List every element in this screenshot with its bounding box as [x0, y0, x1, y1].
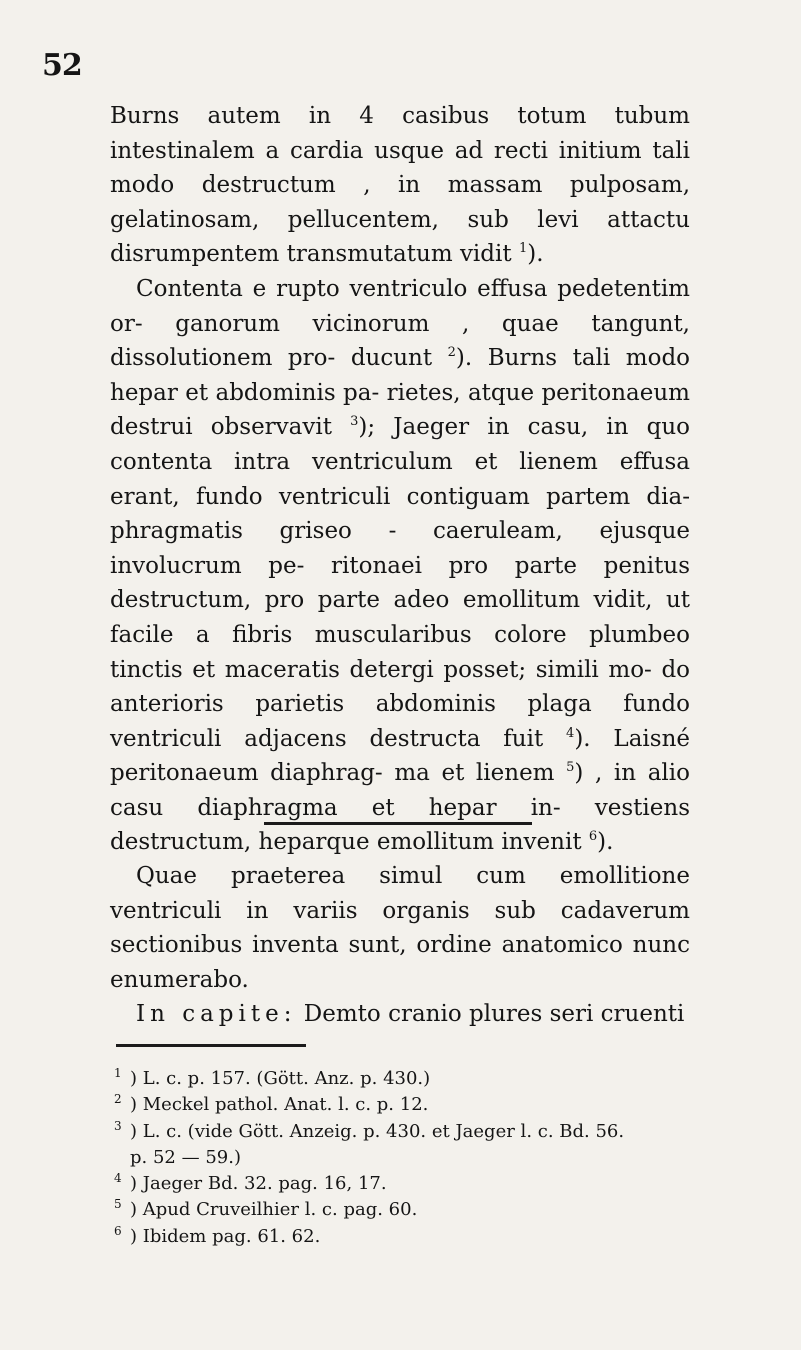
text-line: cardia usque ad recti initium tali modo destructum , in [110, 137, 690, 199]
main-text [110, 99, 690, 860]
text-line: ) , in alio casu diaphragma et hepar in- [110, 760, 690, 821]
page-number: 52 [42, 48, 82, 83]
text-line: ducunt [350, 345, 448, 372]
footnote-reference: 4 [566, 725, 575, 741]
paragraph-contenta [110, 272, 690, 860]
text-line: in casu, in quo contenta intra ventriculum et lienem [110, 414, 690, 475]
text-line: Contenta e rupto ventriculo effusa pedetentim or- [110, 275, 690, 337]
text-line: vestiens destructum, heparque emollitum invenit [110, 794, 690, 856]
text-line: plumbeo tinctis et maceratis detergi posset; simili mo- [110, 621, 690, 683]
section-heading-in-capite: In capite: [136, 1001, 297, 1028]
footnote: 2 ) Meckel pathol. Anat. l. c. p. 12. [114, 1092, 429, 1116]
text-line: phragmatis griseo - caeruleam, ejusque involucrum pe- [110, 518, 690, 579]
section-divider [264, 822, 532, 825]
paragraph-burns [110, 99, 690, 272]
text-line: ). [597, 829, 614, 856]
footnotes [114, 1066, 714, 1250]
footnote-text: ) L. c. (vide Gött. Anzeig. p. 430. et Jaeger l. c. Bd. 56. [130, 1120, 625, 1142]
text-line: effusa erant, fundo ventriculi contiguam partem dia- [110, 448, 691, 510]
footnote-text: ) Jaeger Bd. 32. pag. 16, 17. [130, 1173, 387, 1195]
text-line: rietes, atque peritonaeum destrui observavit [110, 379, 690, 441]
text-line: do anterioris parietis abdominis plaga fundo ventriculi [110, 656, 691, 752]
text-line: Demto cranio plures seri cruenti [296, 1001, 685, 1028]
footnote: 3 ) L. c. (vide Gött. Anzeig. p. 430. et Jaeger l. c. Bd. 56. [114, 1118, 625, 1142]
footnote-text: ) Apud Cruveilhier l. c. pag. 60. [130, 1199, 418, 1221]
text-line: ganorum vicinorum , quae tangunt, dissolutionem pro- [110, 310, 690, 372]
text-line: ma et lienem [394, 760, 567, 787]
footnote-reference: 6 [588, 829, 598, 845]
text-line: attactu disrumpentem transmutatum vidit [110, 206, 690, 268]
footnote-text: ) L. c. p. 157. (Gött. Anz. p. 430.) [130, 1068, 431, 1089]
text-line: Burns autem in 4 casibus totum tubum intestinalem a [110, 103, 690, 164]
footnote-reference: 5 [566, 760, 575, 776]
text-line: sunt, ordine anatomico nunc enumerabo. [110, 932, 690, 993]
paragraph-in-capite [110, 997, 690, 1032]
main-text-continued [110, 859, 690, 1032]
text-line: massam pulposam, gelatinosam, pellucentem, sub levi [110, 172, 691, 233]
footnote-continuation: p. 52 — 59.) [130, 1146, 241, 1168]
text-line: adjacens destructa fuit [244, 725, 567, 752]
text-line: emollitum vidit, ut facile a fibris muscularibus colore [110, 587, 691, 648]
footnote-reference: 3 [350, 414, 359, 430]
footnote: 5 ) Apud Cruveilhier l. c. pag. 60. [114, 1197, 418, 1221]
footnote-text: ) Meckel pathol. Anat. l. c. p. 12. [130, 1094, 429, 1116]
text-line: ); Jaeger [358, 414, 470, 441]
text-line: ). [527, 241, 544, 268]
footnote: 1 ) L. c. p. 157. (Gött. Anz. p. 430.) [114, 1066, 431, 1089]
text-line: Quae praeterea simul cum emollitione ventriculi [110, 863, 690, 924]
text-line: ). Laisné peritonaeum diaphrag- [110, 725, 690, 787]
text-line: ). Burns tali modo hepar et abdominis pa- [110, 345, 691, 406]
footnote: 4 ) Jaeger Bd. 32. pag. 16, 17. [114, 1171, 387, 1195]
footnote: 6 ) Ibidem pag. 61. 62. [114, 1223, 321, 1247]
paragraph-quae [110, 859, 690, 997]
text-line: in variis organis sub cadaverum sectionibus inventa [110, 897, 690, 959]
text-line: ritonaei pro parte penitus destructum, pro parte adeo [110, 552, 691, 614]
footnote-text: ) Ibidem pag. 61. 62. [130, 1225, 321, 1247]
footnote-divider [116, 1044, 306, 1047]
footnote-reference: 2 [447, 345, 456, 361]
footnote-reference: 1 [518, 241, 528, 257]
